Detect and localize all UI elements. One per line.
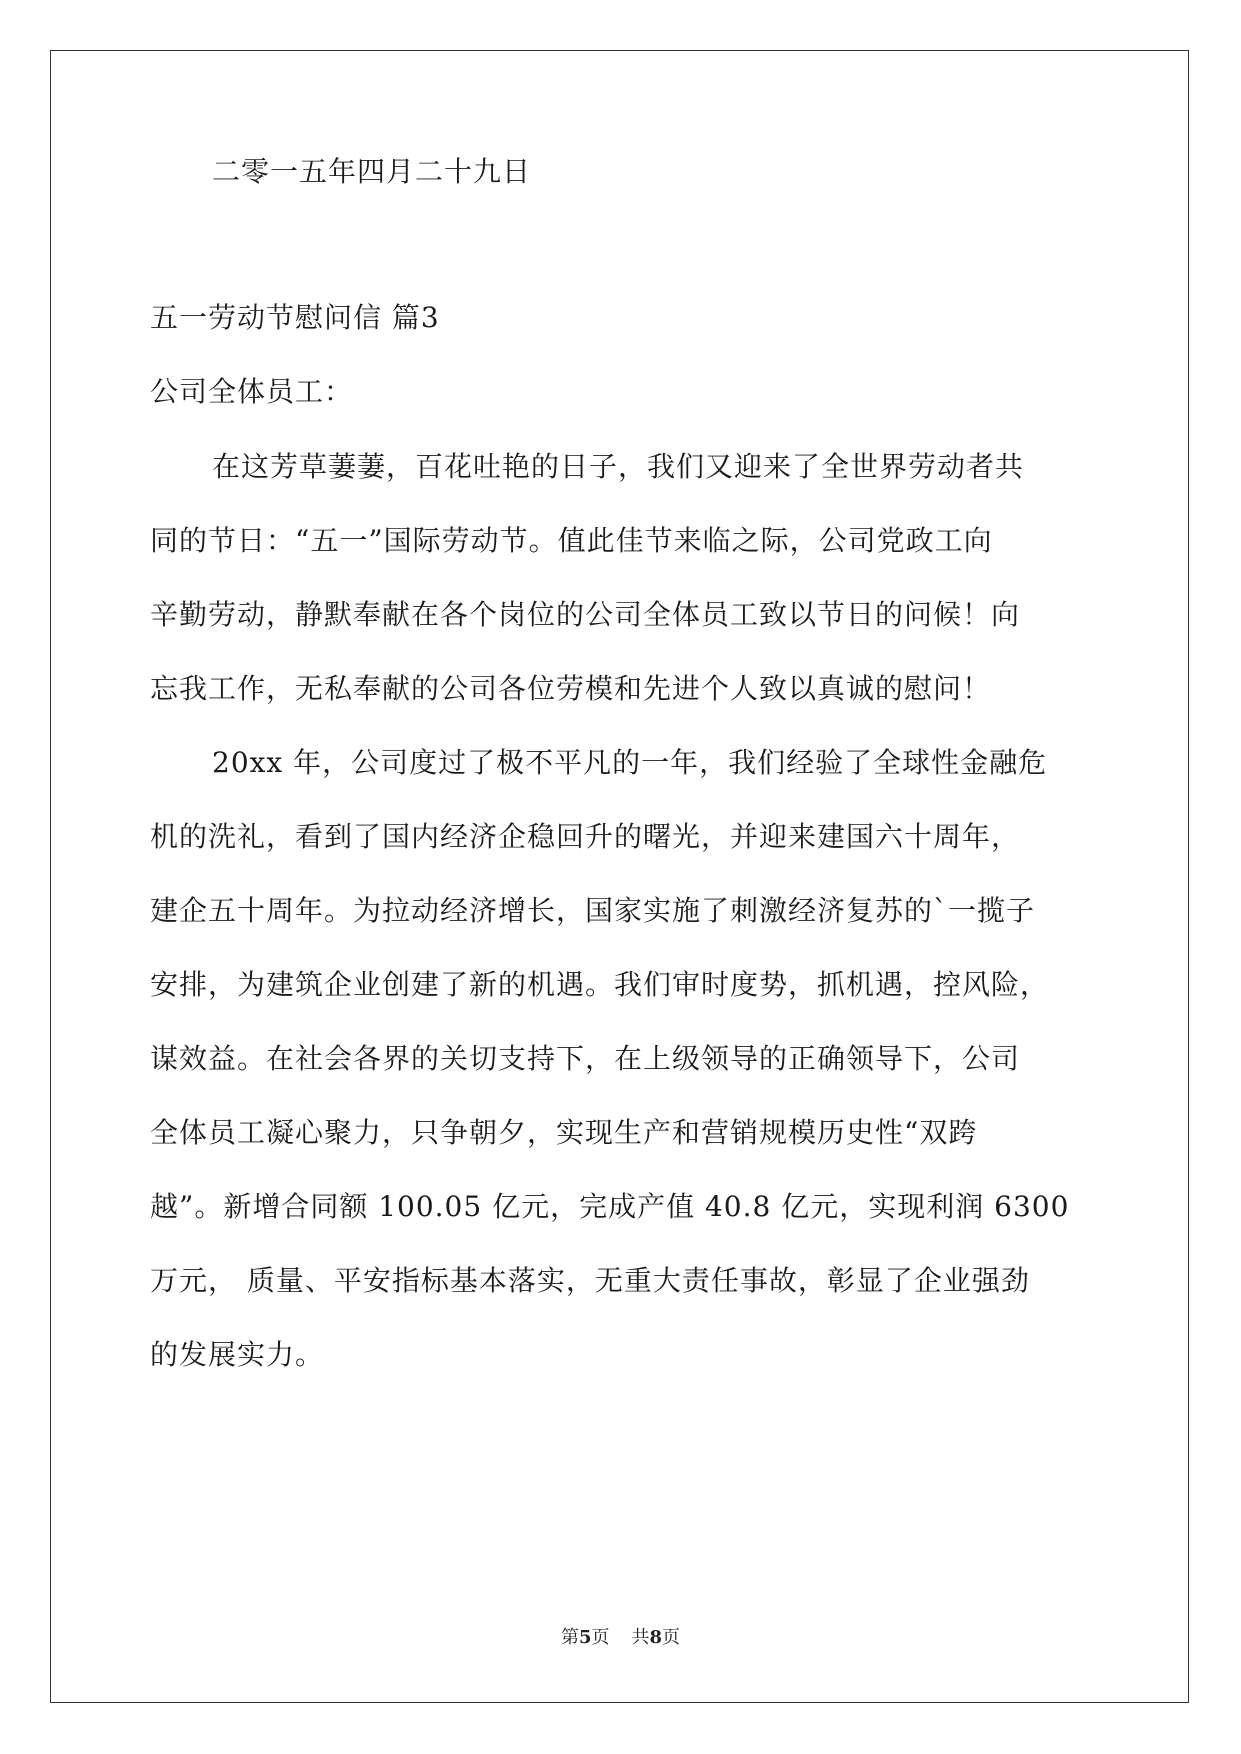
page-prefix: 第 — [560, 1627, 579, 1648]
paragraph2-line-2: 机的洗礼，看到了国内经济企稳回升的曙光，并迎来建国六十周年， — [150, 820, 1021, 853]
paragraph2-line-4: 安排，为建筑企业创建了新的机遇。我们审时度势，抓机遇，控风险， — [150, 968, 1050, 1001]
page-total: 8 — [649, 1627, 663, 1648]
paragraph2-line-7: 越”。新增合同额 100.05 亿元，完成产值 40.8 亿元，实现利润 6300 — [150, 1190, 1070, 1223]
paragraph2-line-5: 谋效益。在社会各界的关切支持下，在上级领导的正确领导下，公司 — [150, 1042, 1021, 1075]
paragraph1-line-3: 辛勤劳动，静默奉献在各个岗位的公司全体员工致以节日的问候！向 — [150, 598, 1021, 631]
paragraph2-line-1: 20xx 年，公司度过了极不平凡的一年，我们经验了全球性金融危 — [212, 746, 1048, 779]
date-line: 二零一五年四月二十九日 — [212, 155, 532, 188]
total-suffix: 页 — [662, 1627, 681, 1648]
paragraph2-line-3: 建企五十周年。为拉动经济增长，国家实施了刺激经济复苏的`一揽子 — [150, 894, 1036, 927]
salutation: 公司全体员工： — [150, 375, 354, 408]
page-footer — [0, 1626, 1241, 1650]
page-suffix: 页 — [591, 1627, 610, 1648]
total-prefix: 共 — [631, 1627, 650, 1648]
paragraph2-line-8: 万元， 质量、平安指标基本落实，无重大责任事故，彰显了企业强劲 — [150, 1264, 1030, 1297]
paragraph1-line-1: 在这芳草萋萋，百花吐艳的日子，我们又迎来了全世界劳动者共 — [212, 450, 1025, 483]
paragraph2-line-9: 的发展实力。 — [150, 1338, 325, 1371]
paragraph2-line-6: 全体员工凝心聚力，只争朝夕，实现生产和营销规模历史性“双跨 — [150, 1116, 978, 1149]
section-title: 五一劳动节慰问信 篇3 — [150, 301, 440, 334]
paragraph1-line-2: 同的节日：“五一”国际劳动节。值此佳节来临之际，公司党政工向 — [150, 524, 993, 557]
page-current: 5 — [578, 1627, 592, 1648]
paragraph1-line-4: 忘我工作，无私奉献的公司各位劳模和先进个人致以真诚的慰问！ — [150, 672, 992, 705]
